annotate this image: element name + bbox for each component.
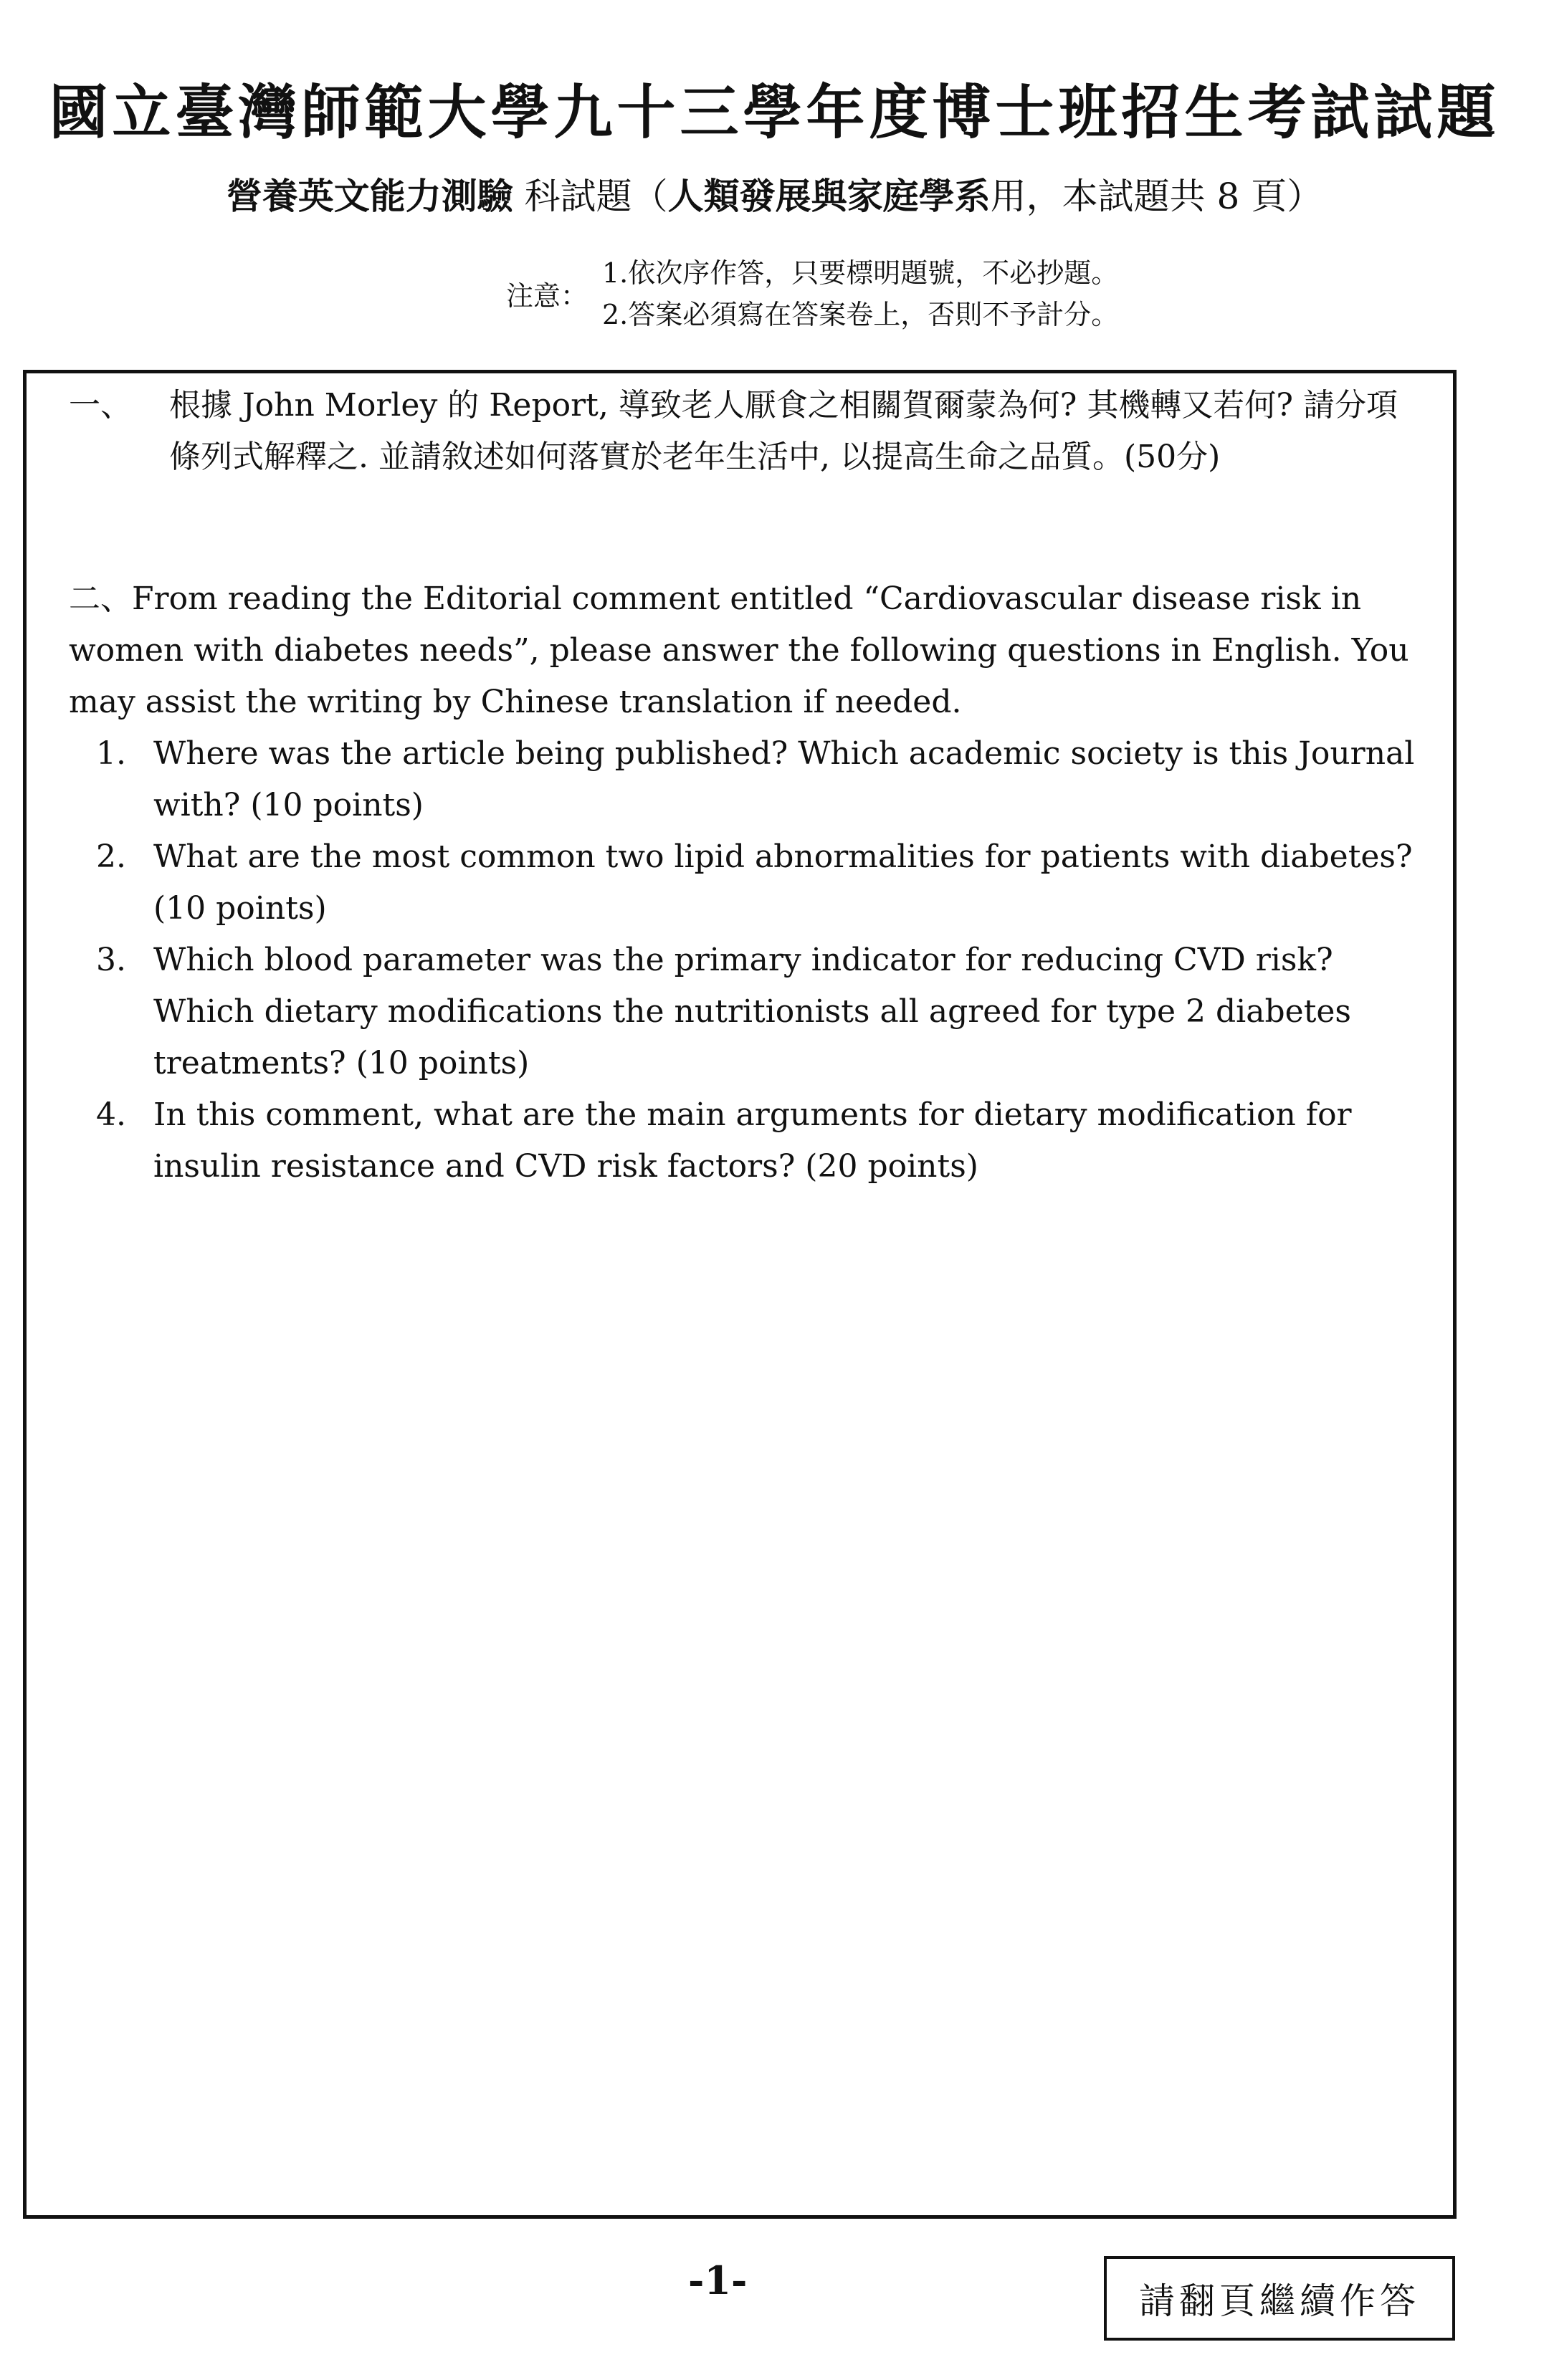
subquestion: [96, 935, 1424, 1089]
subquestion: [96, 728, 1424, 831]
exam-title: 國立臺灣師範大學九十三學年度博士班招生考試試題: [49, 78, 1500, 147]
question-1-text: 根據 John Morley 的 Report, 導致老人厭食之相關賀爾蒙為何? 其機轉又若何? 請分項條列式解釋之. 並請敘述如何落實於老年生活中, 以提高生命之品質。(50分): [169, 387, 1398, 475]
subtitle-tail: 用，本試題共 8 頁）: [990, 176, 1323, 217]
subquestion: [96, 1089, 1424, 1193]
question-2-subquestions: [69, 728, 1424, 1193]
exam-subtitle: [0, 168, 1549, 219]
question-2-number: 二、: [69, 580, 132, 617]
subquestion: [96, 831, 1424, 935]
notice-block: [506, 252, 1295, 345]
subquestion-number: 1.: [96, 735, 126, 772]
page-number: -1-: [688, 2257, 748, 2303]
question-1: [69, 380, 1445, 483]
question-2: [69, 573, 1424, 1193]
notice-item: 2.答案必須寫在答案卷上，否則不予計分。: [602, 299, 1119, 330]
subquestion-number: 3.: [96, 942, 126, 978]
continue-notice-box: [1104, 2256, 1455, 2341]
subtitle-middle: 科試題（: [513, 176, 668, 217]
notice-label: 注意：: [506, 280, 588, 312]
notice-items: [602, 252, 1118, 335]
subquestion-text: In this comment, what are the main arguments for dietary modification for insulin resistance and CVD risk factors? (20 points): [153, 1096, 1352, 1185]
department-name: 人類發展與家庭學系: [667, 175, 991, 217]
subquestion-text: What are the most common two lipid abnormalities for patients with diabetes? (10 points): [153, 838, 1413, 927]
notice-item: 1.依次序作答，只要標明題號，不必抄題。: [602, 257, 1119, 289]
question-2-intro: [69, 573, 1424, 728]
question-1-number: 一、: [69, 387, 132, 424]
subquestion-number: 4.: [96, 1096, 126, 1133]
subject-name: 營養英文能力測驗: [226, 175, 513, 217]
subquestion-number: 2.: [96, 838, 126, 875]
subquestion-text: Where was the article being published? Which academic society is this Journal with? (10 points): [153, 735, 1415, 823]
continue-notice-text: 請翻頁繼續作答: [1139, 2280, 1420, 2322]
subquestion-text: Which blood parameter was the primary indicator for reducing CVD risk? Which dietary modifications the nutritionists all agreed for type 2 diabetes treatments? (10 points): [153, 942, 1351, 1081]
question-2-intro-text: From reading the Editorial comment entitled “Cardiovascular disease risk in women with diabetes needs”, please answer the following questions in English. You may assist the writing by Chinese translation if needed.: [69, 580, 1409, 720]
